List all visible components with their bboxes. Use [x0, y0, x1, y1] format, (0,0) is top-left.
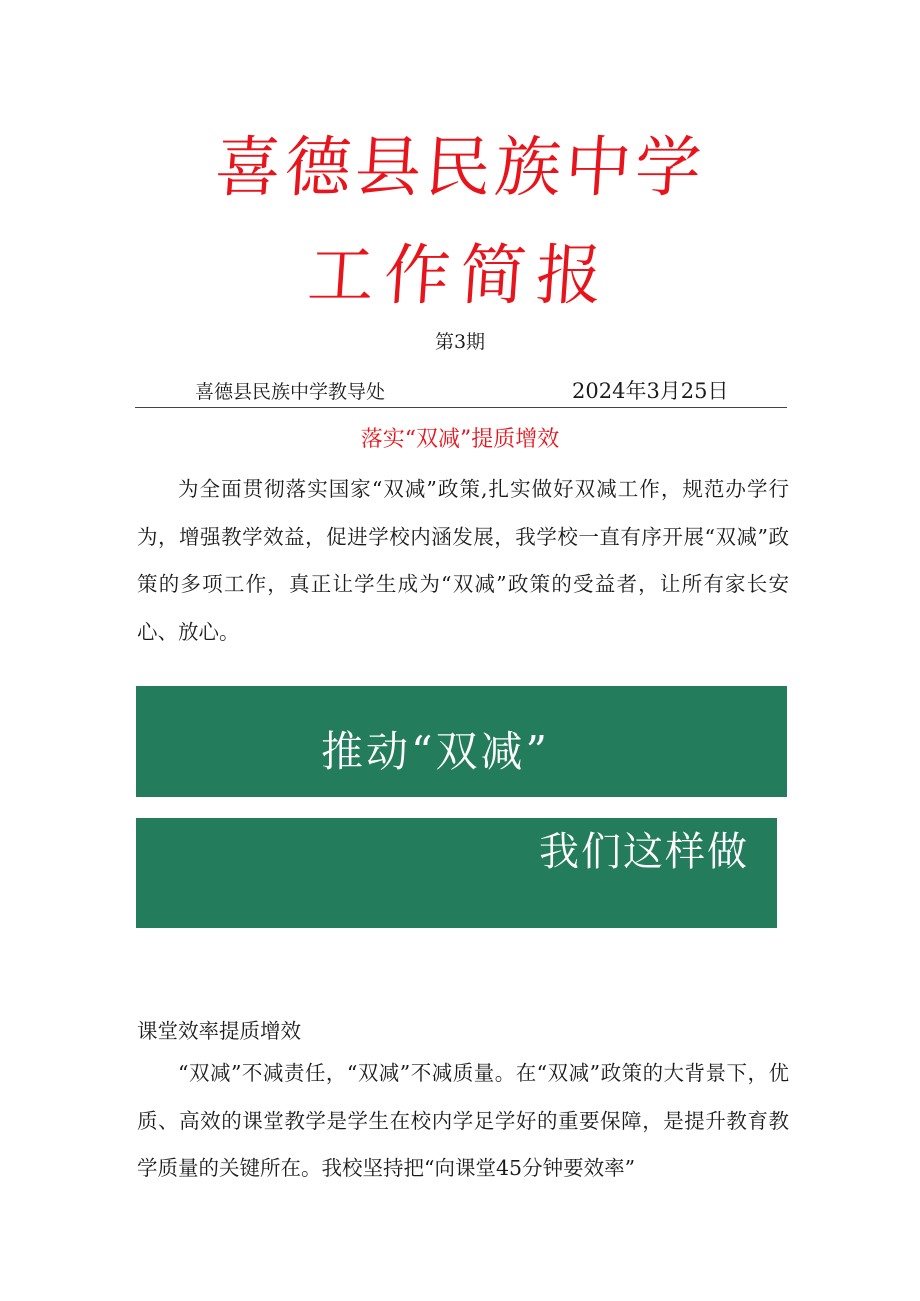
school-name-title: 喜德县民族中学: [212, 129, 708, 206]
section-heading: 课堂效率提质增效: [137, 1019, 301, 1043]
banner-2-text: 我们这样做: [539, 829, 749, 875]
banner-1-text: 推动“双减”: [321, 727, 550, 776]
banner-push-double-reduction: [136, 686, 787, 797]
bulletin-title: 工作简报: [305, 237, 615, 314]
banner-how-we-do-it: [136, 818, 777, 928]
issue-number: 第3期: [434, 331, 486, 353]
section-paragraph: “双减”不减责任，“双减”不减质量。在“双减”政策的大背景下，优质、高效的课堂教学是学生在校内学足学好的重要保障，是提升教育教学质量的关键所在。我校坚持把“向课堂45分钟要效率”: [137, 1061, 789, 1180]
article-title: 落实“双减”提质增效: [360, 427, 560, 452]
publisher-name: 喜德县民族中学教导处: [195, 381, 386, 403]
publication-date: 2024年3月25日: [572, 379, 729, 403]
header-divider: [135, 407, 787, 408]
intro-paragraph: 为全面贯彻落实国家“双减”政策,扎实做好双减工作，规范办学行为，增强教学效益，促进学校内涵发展，我学校一直有序开展“双减”政策的多项工作，真正让学生成为“双减”政策的受益者，让所有家长安心、放心。: [137, 477, 789, 644]
